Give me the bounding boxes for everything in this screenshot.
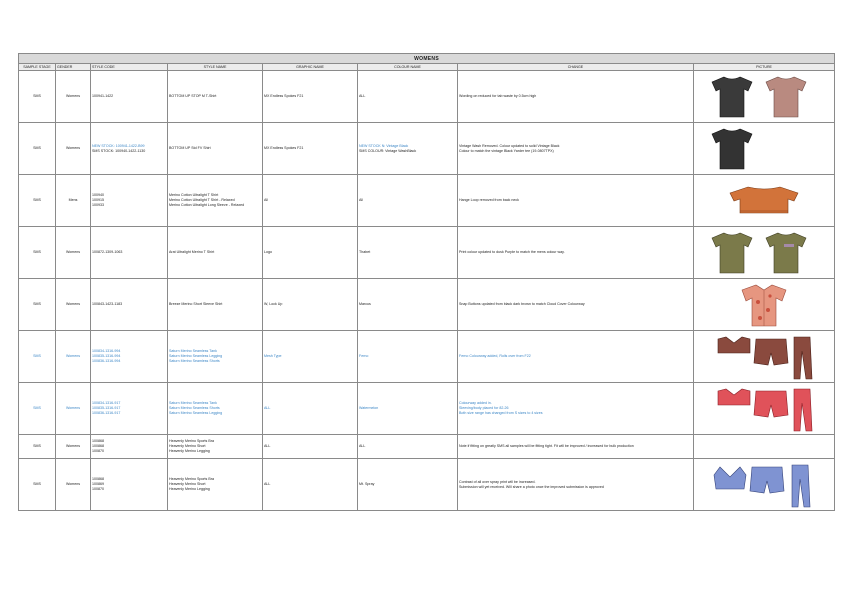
style-code-line: 100941-1422 [92, 94, 114, 98]
style-code-line: 100870 [92, 449, 104, 453]
table-row [19, 435, 835, 459]
cell-stage: SMS [19, 279, 56, 331]
header-graphic-name: GRAPHIC NAME [263, 64, 358, 71]
style-code-line: 100834-1316-994 [92, 349, 121, 353]
cell-stage: SMS [19, 227, 56, 279]
table-row [19, 71, 835, 123]
style-name-line: Heavenly Merino Short [169, 482, 206, 486]
header-colour-name: COLOUR NAME [358, 64, 458, 71]
change-line: Hange Loop removed from back neck [459, 198, 519, 202]
cell-style-name [168, 331, 263, 383]
spray-set-image [704, 461, 824, 509]
orange-tshirt-image [704, 183, 824, 219]
cell-gender: Womens [56, 227, 91, 279]
cell-change [458, 279, 694, 331]
cell-gender: Womens [56, 123, 91, 175]
cell-style-code [91, 279, 168, 331]
style-code-line: 100933 [92, 203, 104, 207]
style-name-line: Breeze Merino Short Sleeve Shirt [169, 302, 223, 306]
cell-style-code [91, 71, 168, 123]
cell-style-code [91, 175, 168, 227]
colour-line: Thabet [359, 250, 371, 254]
header-change: CHANGE [458, 64, 694, 71]
style-name-line: Saturn Merino Seamless Shorts [169, 406, 220, 410]
cell-change [458, 435, 694, 459]
colour-line: NEW STOCK N: Vintage Black [359, 143, 409, 148]
table-title: WOMENS [19, 54, 835, 64]
style-name-line: Saturn Merino Seamless Legging [169, 354, 223, 358]
cell-change [458, 331, 694, 383]
cell-style-name [168, 279, 263, 331]
table-row [19, 279, 835, 331]
style-name-line: Heavenly Merino Legging [169, 487, 210, 491]
cell-picture [694, 279, 835, 331]
cell-picture [694, 175, 835, 227]
table-row [19, 459, 835, 511]
header-sample-stage: SAMPLE STAGE [19, 64, 56, 71]
cell-colour [358, 383, 458, 435]
style-code-line: 100835-1316-994 [92, 354, 121, 358]
cell-graphic: ALL [263, 459, 358, 511]
style-name-line: Heavenly Merino Legging [169, 449, 210, 453]
style-code-line: 100843-1423-1183 [92, 302, 123, 306]
cell-graphic: W, Lock Up [263, 279, 358, 331]
cell-gender: Womens [56, 71, 91, 123]
cell-picture [694, 459, 835, 511]
style-code-line: 100868 [92, 439, 104, 443]
style-code-line: 100940 [92, 193, 104, 197]
style-name-line: Saturn Merino Seamless Legging [169, 411, 223, 415]
colour-line: SMS COLOUR: Vintage WashBlack [359, 148, 417, 153]
cell-colour [358, 459, 458, 511]
cell-gender: Womens [56, 331, 91, 383]
printed-shirt-image [704, 282, 824, 328]
seamless-set-ferno-image [704, 333, 824, 381]
style-code-line: SMS STOCK: 100940-1422-1130 [92, 148, 146, 153]
cell-picture [694, 383, 835, 435]
cell-picture [694, 435, 835, 459]
style-code-line: 100870 [92, 487, 104, 491]
change-line: Snap Buttons updated from black dark brown to match Cloud Cover Colourway [459, 302, 585, 306]
style-name-line: Heavenly Merino Short [169, 444, 206, 448]
style-name-line: Arat Ultralight Merino T Shirt [169, 250, 215, 254]
cell-change [458, 123, 694, 175]
cell-graphic: MX Endless Spokes F21 [263, 71, 358, 123]
style-name-line: BOTTOM UP Std FV Shirt [169, 146, 211, 150]
womens-changes-table [18, 53, 835, 511]
cell-change [458, 383, 694, 435]
cell-change [458, 71, 694, 123]
cell-stage: SMS [19, 459, 56, 511]
style-name-line: Saturn Merino Seamless Tank [169, 401, 217, 405]
colour-line: Watermelon [359, 406, 379, 410]
change-line: Wording on reduced for tab waste by 0.5cm high [459, 94, 537, 98]
style-code-line: 100835-1316-917 [92, 406, 121, 410]
seamless-set-watermelon-image [704, 385, 824, 433]
cell-colour [358, 227, 458, 279]
cell-gender: Womens [56, 459, 91, 511]
change-line: Colour to match the vintage Black Yarder tee (19-0807TPX) [459, 148, 554, 153]
cell-style-code [91, 435, 168, 459]
cell-style-name [168, 459, 263, 511]
style-name-line: BOTTOM UP STOP M T-Shirt [169, 94, 217, 98]
change-line: Contrast of all over spray print will be increased. [459, 479, 536, 484]
cell-style-code [91, 331, 168, 383]
change-line: Sleeving/body placed for 82-26 [459, 406, 509, 410]
cell-change [458, 227, 694, 279]
change-line: Submission will yet received. Will share a photo once the improved submission is approved [459, 484, 604, 489]
cell-style-name [168, 227, 263, 279]
style-name-line: Merino Cotton Ultralight Long Sleeve - Relaxed [169, 203, 245, 207]
cell-gender: Womens [56, 435, 91, 459]
cell-stage: SMS [19, 331, 56, 383]
style-code-line: 100836-1316-994 [92, 359, 121, 363]
cell-picture [694, 331, 835, 383]
style-code-line: 100869 [92, 482, 104, 486]
style-code-line: NEW STOCK: 100941-1422-B99 [92, 143, 145, 148]
cell-change [458, 175, 694, 227]
cell-picture [694, 71, 835, 123]
cell-change [458, 459, 694, 511]
cell-colour [358, 71, 458, 123]
colour-line: Mt. Spray [359, 482, 375, 486]
cell-style-code [91, 227, 168, 279]
colour-line: Ferno [359, 354, 369, 358]
cell-style-code [91, 459, 168, 511]
colour-line: Marcus [359, 302, 371, 306]
olive-tshirt-pair-image [704, 230, 824, 276]
table-row [19, 227, 835, 279]
cell-graphic: MX Endless Spokes F21 [263, 123, 358, 175]
cell-style-name [168, 435, 263, 459]
cell-style-name [168, 383, 263, 435]
table-row [19, 383, 835, 435]
cell-gender: Womens [56, 383, 91, 435]
tshirt-image [704, 126, 824, 172]
cell-stage: SMS [19, 383, 56, 435]
header-style-code: STYLE CODE [91, 64, 168, 71]
header-gender: GENDER [56, 64, 91, 71]
cell-graphic: Mesh Type [263, 331, 358, 383]
style-name-line: Merino Cotton Ultralight T Shirt [169, 193, 219, 197]
cell-picture [694, 123, 835, 175]
style-code-line: 100868 [92, 444, 104, 448]
cell-gender: Mens [56, 175, 91, 227]
cell-stage: SMS [19, 71, 56, 123]
style-code-line: 100834-1316-917 [92, 401, 121, 405]
table-row [19, 175, 835, 227]
cell-stage: SMS [19, 435, 56, 459]
cell-gender: Womens [56, 279, 91, 331]
style-code-line: 100868 [92, 477, 104, 481]
style-name-line: Heavenly Merino Sports Bra [169, 439, 214, 443]
style-name-line: Heavenly Merino Sports Bra [169, 477, 214, 481]
cell-picture [694, 227, 835, 279]
style-code-line: 100915 [92, 198, 104, 202]
table-row [19, 123, 835, 175]
cell-style-name [168, 71, 263, 123]
change-line: Colourway added in. [459, 401, 492, 405]
change-line: Both size range has changed from S sizes to 4 sizes [459, 411, 543, 415]
cell-colour [358, 123, 458, 175]
header-picture: PICTURE [694, 64, 835, 71]
colour-line: All [359, 198, 363, 202]
style-name-line: Saturn Merino Seamless Tank [169, 349, 217, 353]
style-change-sheet [18, 53, 834, 511]
style-code-line: 100872-1309-1063 [92, 250, 123, 254]
cell-stage: SMS [19, 123, 56, 175]
change-line: Note if fitting on greatly SMS all samples will be fitting tight. Fit will be improved / increased for bulk production [459, 444, 634, 448]
cell-graphic: Logo [263, 227, 358, 279]
change-line: Print colour updated to dusk Purple to match the mens colour way. [459, 250, 565, 254]
table-row [19, 331, 835, 383]
tshirt-pair-image [704, 74, 824, 120]
cell-colour [358, 279, 458, 331]
colour-line: ALL [359, 444, 366, 448]
header-style-name: STYLE NAME [168, 64, 263, 71]
cell-style-code [91, 383, 168, 435]
change-line: Vintage Wash Removed. Colour updated to solid Vintage Black [459, 143, 560, 148]
cell-style-code [91, 123, 168, 175]
cell-graphic: All [263, 175, 358, 227]
cell-colour [358, 331, 458, 383]
cell-colour [358, 175, 458, 227]
style-name-line: Merino Cotton Ultralight T Shirt - Relaxed [169, 198, 235, 202]
cell-style-name [168, 175, 263, 227]
cell-colour [358, 435, 458, 459]
style-name-line: Saturn Merino Seamless Shorts [169, 359, 220, 363]
colour-line: ALL [359, 94, 366, 98]
change-line: Ferno Colourway added, Rolls over from F22 [459, 354, 531, 358]
cell-graphic: ALL [263, 383, 358, 435]
style-code-line: 100836-1316-917 [92, 411, 121, 415]
cell-style-name [168, 123, 263, 175]
cell-stage: SMS [19, 175, 56, 227]
cell-graphic: ALL [263, 435, 358, 459]
